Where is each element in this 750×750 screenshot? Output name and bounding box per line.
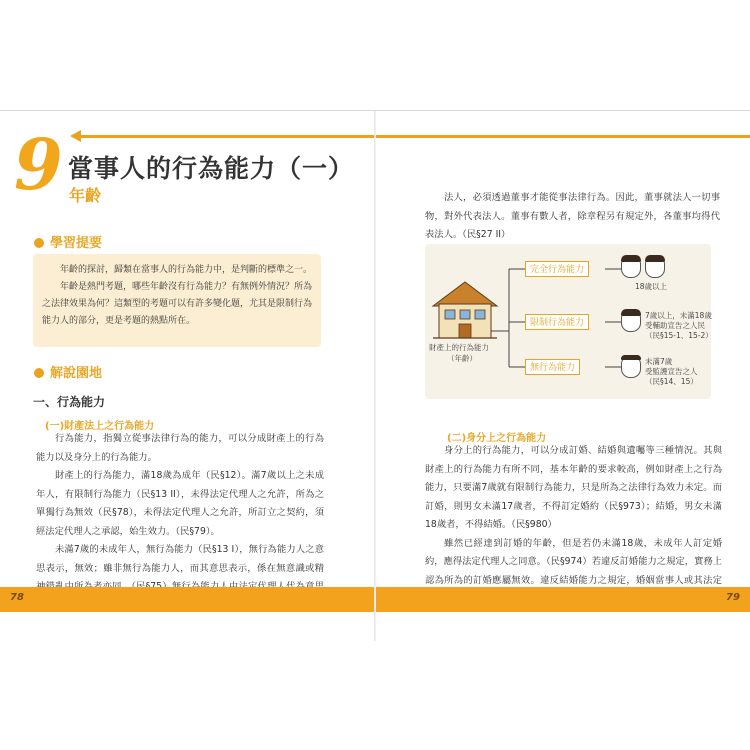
- section-heading-summary: 學習提要: [34, 232, 102, 251]
- right-intro-text: [425, 189, 720, 245]
- branch-note: （民§14、15）: [645, 377, 698, 386]
- summary-line: 年齡的探討，歸類在當事人的行為能力中，是判斷的標準之一。: [60, 265, 313, 275]
- paragraph: 身分上的行為能力，可以分成訂婚、結婚與遺囑等三種情況。其與財產上的行為能力有所不同，基本年齡的要求較高，例如財產上之行為能力，只要滿7歲就有限制行為能力，只是所為之法律行為效力未定。而訂婚，則男女未滿17歲者，不得訂定婚約（民§973）；結婚，男女未滿18歲者，不得結婚。（民§980）: [425, 445, 722, 530]
- person-icon: [621, 356, 641, 378]
- summary-box: [33, 254, 321, 347]
- heading-behavior-capacity: 一、行為能力: [33, 395, 106, 409]
- right-page: [375, 111, 750, 641]
- right-body-text: [425, 442, 722, 609]
- page-number-right: 79: [726, 592, 740, 603]
- book-spread: [0, 110, 750, 641]
- paragraph: 行為能力，指獨立從事法律行為的能力，可以分成財產上的行為能力以及身分上的行為能力。: [36, 433, 324, 463]
- house-icon: [433, 282, 497, 338]
- page-fold: [374, 111, 376, 641]
- branch-note: （民§15-1、15-2）: [645, 331, 713, 340]
- chapter-number: 9: [14, 123, 63, 206]
- paragraph: 財產上的行為能力，滿18歲為成年（民§12）。滿7歲以上之未成年人，有限制行為能力（民§13 II），未得法定代理人之允許，所為之單獨行為無效（民§78），未得法定代理人之允許，所訂立之契約，須經法定代理人之承認，始生效力。（民§79）。: [36, 470, 324, 537]
- branch-note: 未滿7歲: [645, 357, 673, 366]
- capacity-diagram: [425, 244, 711, 399]
- paragraph: 法人，必須透過董事才能從事法律行為。因此，董事就法人一切事物，對外代表法人。董事有數人者，除章程另有規定外，各董事均得代表法人。（民§27 II）: [425, 192, 720, 240]
- section-heading-explain: 解說園地: [34, 362, 102, 381]
- root-label: 財產上的行為能力: [429, 343, 489, 352]
- branch-full-capacity: 完全行為能力: [525, 261, 589, 277]
- root-label-sub: （年齡）: [447, 354, 477, 363]
- footer-bar: [0, 587, 375, 612]
- subheading-property-capacity: (一)財產法上之行為能力: [45, 421, 155, 432]
- person-icon: [621, 310, 641, 332]
- person-icon: [645, 256, 665, 278]
- bullet-dot-icon: [34, 238, 44, 248]
- bullet-dot-icon: [34, 368, 44, 378]
- chapter-subtitle: 年齡: [69, 186, 102, 205]
- branch-no-capacity: 無行為能力: [525, 359, 580, 375]
- paragraph: 未滿7歲的未成年人，無行為能力（民§13 I），無行為能力人之意思表示，無效；雖非無行為能力人，而其意思表示，係在無意識或精: [36, 544, 324, 574]
- branch-note: 18歲以上: [635, 282, 668, 291]
- branch-note: 受監護宣告之人: [645, 367, 698, 376]
- arrow-left-icon: [70, 130, 81, 142]
- chapter-title: 當事人的行為能力（一）: [68, 154, 355, 183]
- paragraph: 雖然已經達到訂婚的年齡，但是若仍未滿18歲，未成年人訂定婚約，應得法定代理人之同意。（民§974）若違反訂婚能力之規定，實務上認為所為的訂婚應屬無效。違反結婚能力之規定，婚姻當事人或其法定: [425, 537, 722, 586]
- branch-note: 7歲以上，未滿18歲: [645, 311, 712, 320]
- summary-line: 年齡是熱門考題，哪些年齡沒有行為能力？有無例外情況？所為之法律效果為何？這類型的考題可以有許多變化題，尤其是限制行為能力人的部分，更是考題的熱點所在。: [42, 282, 313, 326]
- branch-note: 受輔助宣告之人民: [645, 321, 705, 330]
- header-rule: [78, 135, 750, 138]
- branch-limited-capacity: 限制行為能力: [525, 314, 589, 330]
- left-page: [0, 111, 375, 641]
- subheading-status-capacity: (二)身分上之行為能力: [447, 433, 547, 444]
- footer-bar: [375, 587, 750, 612]
- person-icon: [621, 256, 641, 278]
- page-number-left: 78: [10, 592, 24, 603]
